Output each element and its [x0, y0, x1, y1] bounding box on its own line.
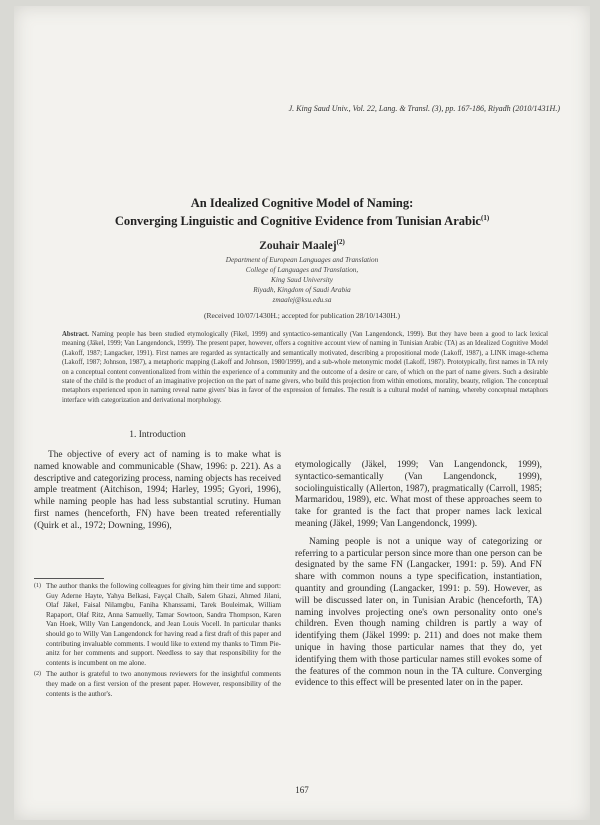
page-number: 167 — [295, 785, 309, 795]
title-footnote-mark: (1) — [480, 214, 490, 222]
affiliation-email: zmaalej@ksu.edu.sa — [272, 296, 332, 304]
affiliation-line: Riyadh, Kingdom of Saudi Arabia — [253, 286, 351, 294]
received-dates: (Received 10/07/1430H.; accepted for publication 28/10/1430H.) — [204, 311, 400, 320]
section-heading: 1. Introduction — [129, 430, 186, 440]
paper-title-line1: An Idealized Cognitive Model of Naming: — [190, 196, 414, 210]
affiliation-line: King Saud University — [271, 276, 333, 284]
footnote-text: The author is grateful to two anonymous reviewers for the insightful comments they made on a first version of the present paper. However, responsibility of the contents is the author's. — [46, 670, 281, 698]
footnote — [34, 670, 281, 699]
paper-page — [14, 6, 590, 820]
affiliation-line: Department of European Languages and Translation — [225, 256, 379, 264]
body-paragraph: The objective of every act of naming is to make what is named knowable and communicable (Shaw, 1996: p. 221). As a descriptive and categorizing process, naming objects has received ample treatment (Aitchison, 1994; Harley, 1995; Gyori, 1996), while naming people has had less substantial scrutiny. Human first names (henceforth, FN) have been treated referentially (Quirk et al., 1972; Downing, 1996), — [34, 450, 281, 531]
author-name-text: Zouhair Maalej — [259, 239, 337, 252]
footnote-mark: (2) — [34, 671, 41, 678]
body-paragraph: etymologically (Jäkel, 1999; Van Langendonck, 1999), syntactico-semantically (Van Langendonck, 1999), sociolinguistically (Allerton, 1987), pragmatically (Carroll, 1985; Marmaridou, 1989), etc. What most of these approaches seem to take for granted is the fact that proper names lack lexical meaning (Jäkel, 1999; Van Langendonck, 1999). — [295, 460, 542, 529]
paper-title-line2-text: Converging Linguistic and Cognitive Evidence from Tunisian Arabic — [114, 214, 481, 229]
footnote-rule — [34, 578, 104, 579]
abstract-text: Naming people has been studied etymologically (Fikel, 1999) and syntactico-semantically (Van Langendonck, 1999). But they have been a good to lack lexical meaning (Jäkel, 1999; Van Langendonck, 1999). The present paper, however, offers a cognitive account view of naming in Tunisian Arabic (TA) as an Idealized Cognitive Model (Lakoff, 1987; Langacker, 1991). First names are regarded as syntactically and semantically motivated, describing a propositional mode (Lakoff, 1987), a LINK image-schema (Lakoff, 1987; Johnson, 1987), a metaphoric mapping (Lakoff and Johnson, 1980/1999), and a sub-whole metonymic model (Lakoff, 1987). Prototypically, first names in TA rely on a conceptual content conventionalized from within the experience of a community and the outcome of a desire or care, of which on the part of name givers. Such a desirable state of the child is the product of an imaginative projection on the part of name givers, who build this projection from within emotions, morality, beauty, religion. The conceptual metaphors experienced upon in naming reveal name givers' bias in favor of the expression of females. The result is a cultural model of naming, whereby conceptual metaphors interface with categorization and derivational morphology. — [62, 331, 548, 404]
running-header: J. King Saud Univ., Vol. 22, Lang. & Transl. (3), pp. 167-186, Riyadh (2010/1431H.) — [288, 104, 560, 113]
abstract — [62, 330, 548, 405]
author-footnote-mark: (2) — [336, 238, 345, 246]
abstract-label: Abstract. — [62, 331, 89, 338]
footnote — [34, 582, 281, 668]
author-name — [14, 238, 590, 252]
right-column — [295, 460, 542, 696]
affiliation-line: College of Languages and Translation, — [245, 266, 359, 274]
left-column — [34, 450, 281, 539]
footnotes — [34, 582, 281, 701]
author-affiliation — [14, 255, 590, 305]
footnote-text: The author thanks the following colleagues for giving him their time and support: Guy Aderne Hayte, Yahya Belkasi, Fayçal Chaïb, Salem Ghazi, Ahmed Jilani, Olaf Jäkel, Faisal Nilamgbu, Faniha Khanssami, Tarek Bouleimak, William Rapaport, Olaf Ritz, Anna Samuelly, Tamar Sowtoon, Sandra Thompson, Karen Van Hoek, Willy Van Langendonck, and Jean Louis Vocell. In particular thanks should go to Willy Van Langendonck for having read a first draft of this paper and contributing invaluable comments. I would like to extend my thanks to Timm Pie-anitz for her comments and support. Needless to say that responsibility for the contents is incumbent on me alone. — [46, 582, 281, 667]
footnote-mark: (1) — [34, 583, 41, 589]
body-paragraph: Naming people is not a unique way of categorizing or referring to a particular person since more than one person can be designated by the same FN (Langacker, 1991: p. 59). And FN share with common nouns a type specification, instantiation, quantity and grounding (Langacker, 1991: p. 59). However, as will be discussed later on, in Tunisian Arabic (henceforth, TA) naming involves projecting one's own personality onto one's children. Even though naming children is partly a way of identifying them (Jäkel 1999: p. 211) and does not make them unique in having those particular names that they do, yet identifying them with those particular names still evokes some of the features of the common noun in the TA culture. Converging evidence to this effect will be presented later on in the paper. — [295, 536, 542, 689]
paper-title-line2 — [14, 214, 590, 229]
